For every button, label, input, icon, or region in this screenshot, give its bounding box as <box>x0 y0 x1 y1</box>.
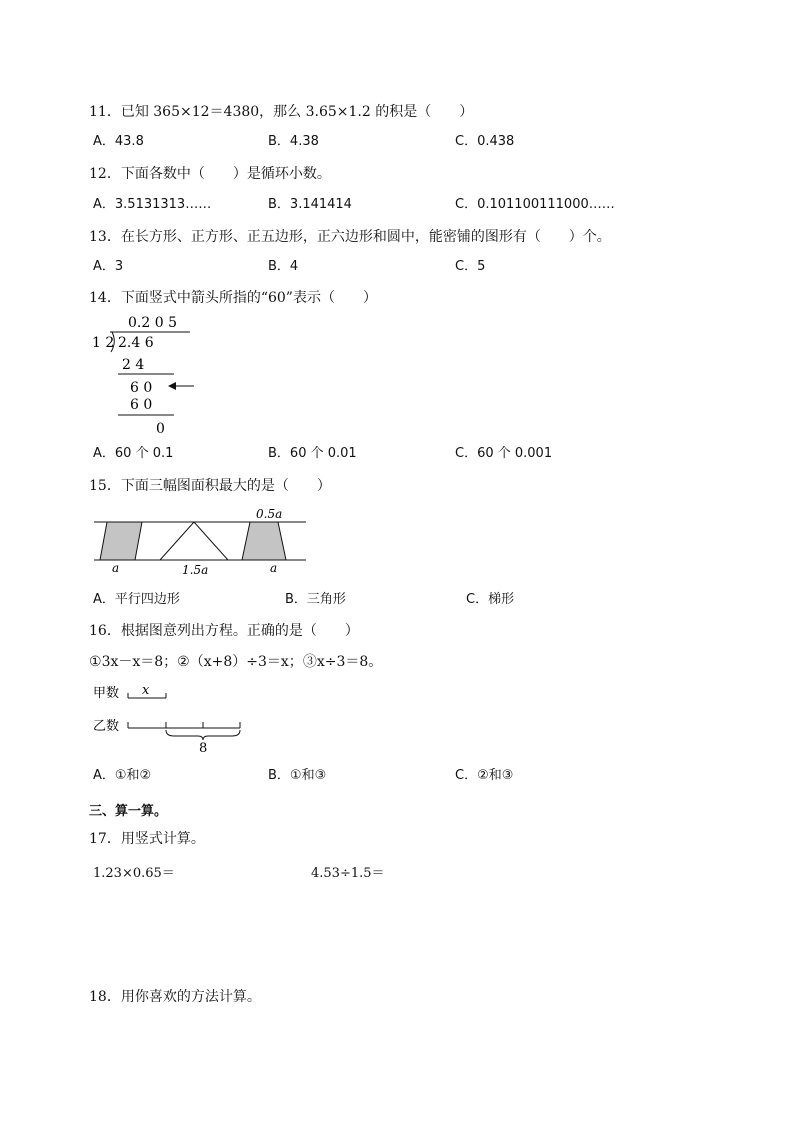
eq2-mark: ② <box>177 654 190 670</box>
question-18: 18．用你喜欢的方法计算。 <box>89 989 261 1005</box>
question-16: 16．根据图意列出方程。正确的是（ ） <box>89 623 359 639</box>
jia-label: 甲数 <box>93 686 120 701</box>
yi-label: 乙数 <box>93 719 120 734</box>
q12-option-c[interactable]: C．0.101100111000…… <box>455 197 615 212</box>
q11-option-a[interactable]: A．43.8 <box>93 134 144 149</box>
q12-option-b[interactable]: B．3.141414 <box>268 197 352 212</box>
question-17: 17．用竖式计算。 <box>89 831 205 847</box>
shape-top-label: 0.5a <box>256 507 283 521</box>
q11-option-c[interactable]: C．0.438 <box>455 134 515 149</box>
eq3-text: x÷3＝8。 <box>316 654 383 670</box>
q16-option-b[interactable]: B．①和③ <box>268 768 327 783</box>
q16-equations <box>89 653 382 671</box>
section-3-heading: 三、算一算。 <box>89 804 168 819</box>
bar-model-figure <box>90 680 250 756</box>
q16-option-a[interactable]: A．①和② <box>93 768 152 783</box>
shape-label-a2: a <box>270 561 278 575</box>
arrow-icon <box>168 382 176 390</box>
shape-label-a1: a <box>112 561 120 575</box>
q11-option-b[interactable]: B．4.38 <box>268 134 319 149</box>
question-15: 15．下面三幅图面积最大的是（ ） <box>89 478 331 494</box>
trapezoid-shape <box>242 522 286 560</box>
q14-option-c[interactable]: C．60 个 0.001 <box>455 446 553 461</box>
q15-option-c[interactable]: C．梯形 <box>466 592 515 607</box>
q14-option-b[interactable]: B．60 个 0.01 <box>268 446 357 461</box>
question-14: 14．下面竖式中箭头所指的“60”表示（ ） <box>89 290 377 306</box>
parallelogram-shape <box>100 522 142 560</box>
q17-expression-2: 4.53÷1.5＝ <box>311 866 385 881</box>
eq1-mark: ① <box>89 654 102 670</box>
q14-option-a[interactable]: A．60 个 0.1 <box>93 446 174 461</box>
shape-label-mid: 1.5a <box>182 563 209 577</box>
division-quotient: 0.2 0 5 <box>128 315 177 331</box>
q16-option-c[interactable]: C．②和③ <box>455 768 514 783</box>
q15-option-b[interactable]: B．三角形 <box>285 592 346 607</box>
q13-option-c[interactable]: C．5 <box>455 259 486 274</box>
division-dividend: 2.4 6 <box>118 335 154 351</box>
brace-icon <box>166 730 240 740</box>
division-divisor: 1 2 <box>92 335 115 351</box>
q13-option-b[interactable]: B．4 <box>268 259 299 274</box>
q12-option-a[interactable]: A．3.5131313…… <box>93 197 212 212</box>
long-division-figure <box>90 312 210 440</box>
question-11: 11．已知 365×12＝4380，那么 3.65×1.2 的积是（ ） <box>89 104 474 120</box>
division-remainder: 0 <box>156 421 165 437</box>
eq3-mark: ③ <box>302 654 317 670</box>
q15-option-a[interactable]: A．平行四边形 <box>93 592 180 607</box>
eq1-text: 3x－x＝8； <box>101 654 178 670</box>
three-shapes-figure <box>90 502 310 578</box>
q13-option-a[interactable]: A．3 <box>93 259 124 274</box>
division-step-3: 6 0 <box>130 397 153 413</box>
question-12: 12．下面各数中（ ）是循环小数。 <box>89 166 331 182</box>
division-step-2: 6 0 <box>130 380 153 396</box>
division-step-1: 2 4 <box>122 357 145 373</box>
question-13: 13．在长方形、正方形、正五边形，正六边形和圆中，能密铺的图形有（ ）个。 <box>89 229 611 245</box>
q17-expression-1: 1.23×0.65＝ <box>93 866 175 881</box>
triangle-shape <box>160 522 228 560</box>
eight-label: 8 <box>199 741 208 756</box>
eq2-text: （x+8）÷3＝x； <box>189 654 303 670</box>
x-label: x <box>142 683 150 698</box>
